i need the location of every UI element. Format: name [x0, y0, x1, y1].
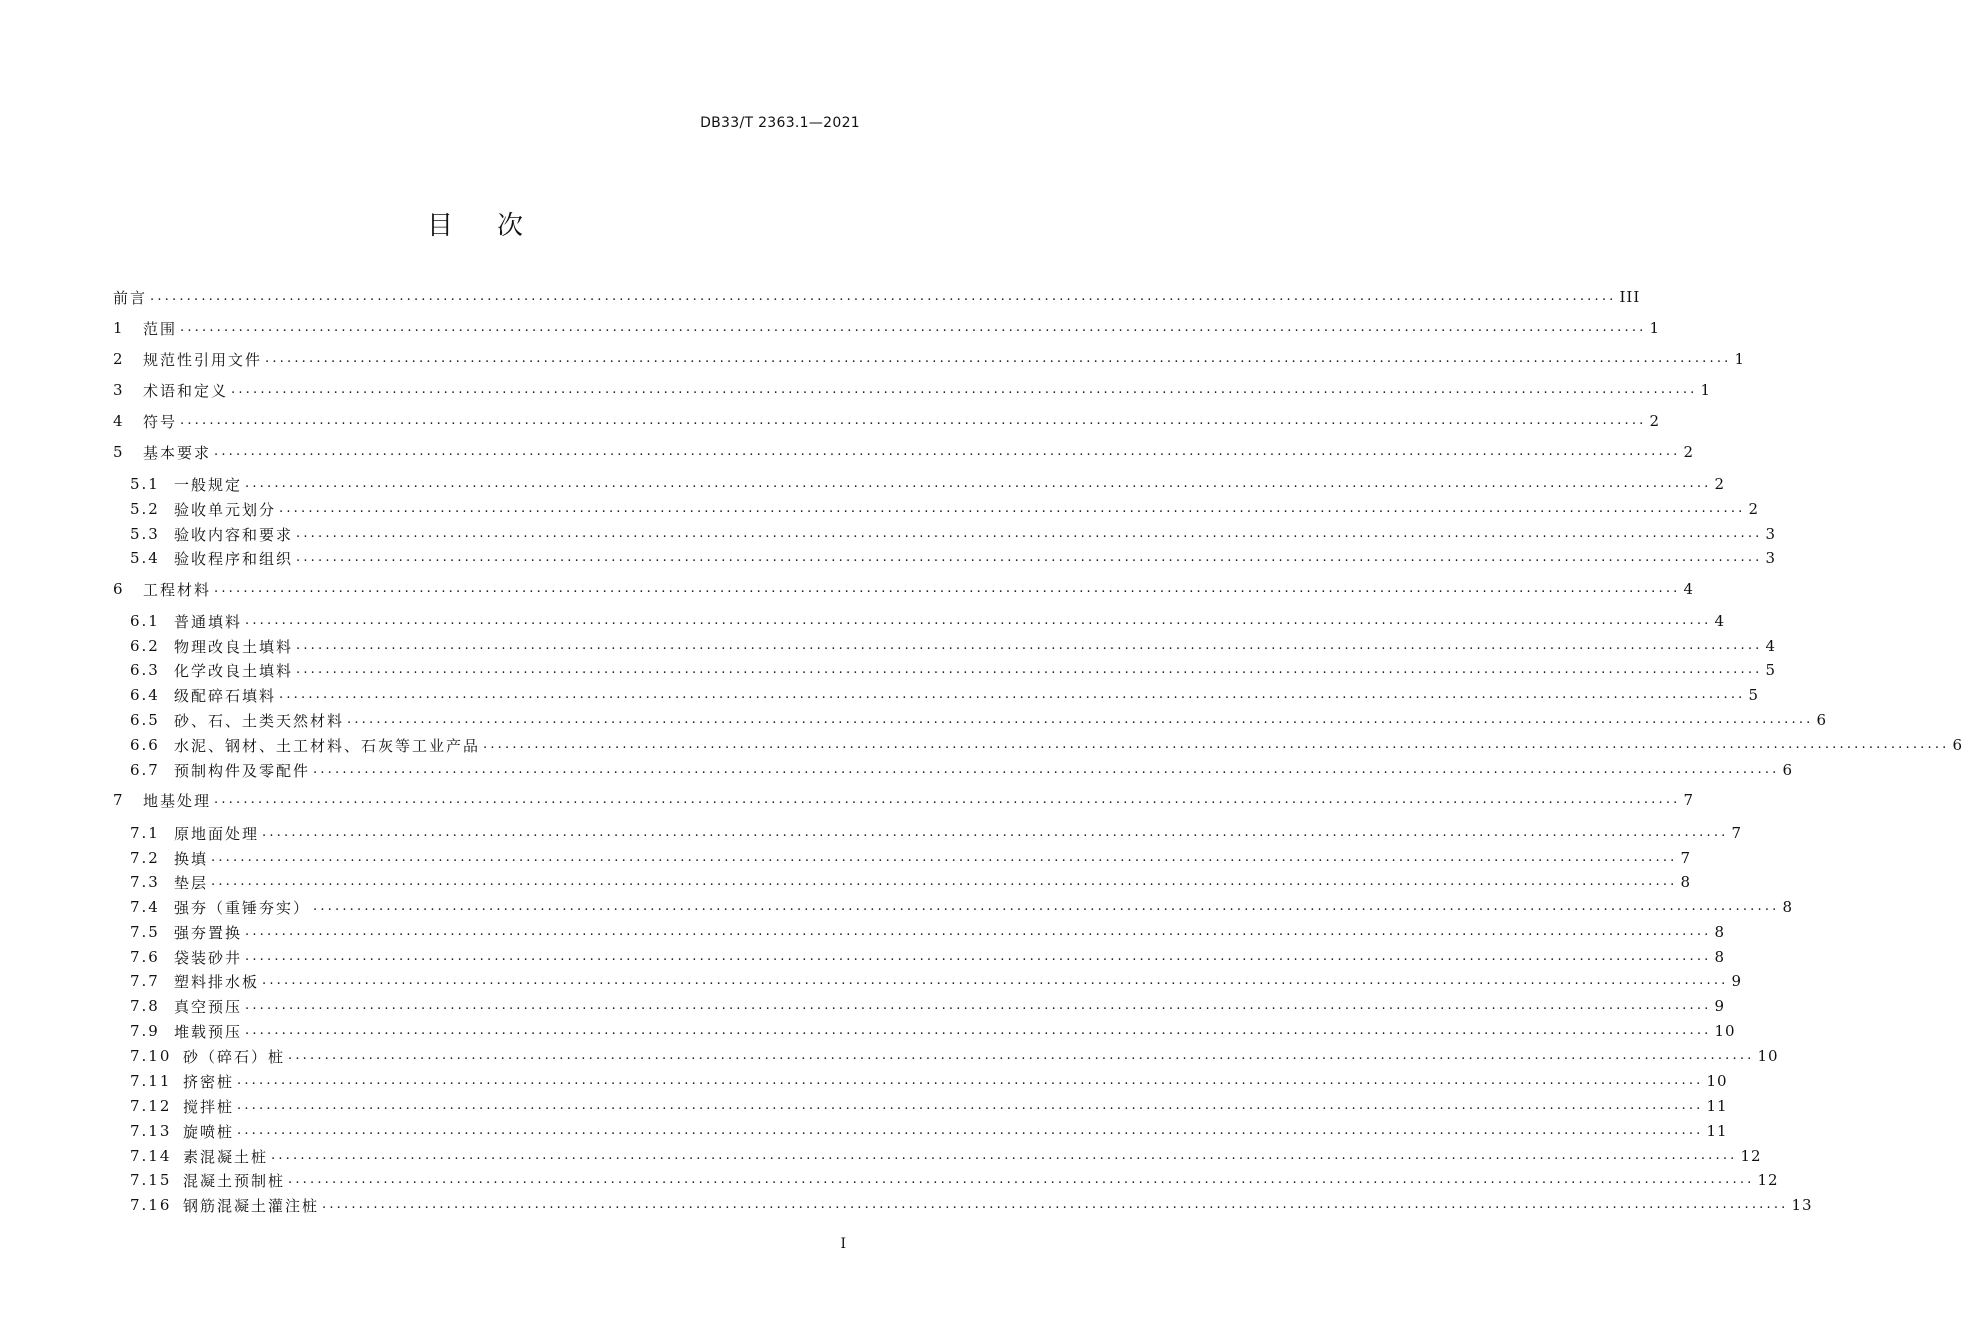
- toc-entry-number: 7.1: [130, 824, 160, 842]
- toc-entry-number: 7: [113, 791, 123, 809]
- toc-leader-dots: ........................................................................................................................................................................................................: [265, 350, 1732, 366]
- toc-entry-label: 术语和定义: [143, 381, 229, 400]
- toc-leader-dots: ........................................................................................................................................................................................................: [245, 1022, 1712, 1038]
- toc-leader-dots: ........................................................................................................................................................................................................: [214, 580, 1681, 596]
- toc-entry-label: 换填: [174, 849, 209, 868]
- toc-entry-label: 堆载预压: [174, 1022, 243, 1041]
- toc-entry-number: 7.2: [130, 849, 160, 867]
- toc-entry[interactable]: [113, 920, 1726, 944]
- toc-entry-page: 8: [1714, 948, 1726, 966]
- toc-entry-label: 袋装砂井: [174, 948, 243, 967]
- page-title: 目次: [426, 211, 567, 241]
- toc-entry-label: 旋喷桩: [183, 1122, 235, 1141]
- toc-entry-label: 混凝土预制桩: [183, 1171, 286, 1190]
- toc-leader-dots: ........................................................................................................................................................................................................: [237, 1097, 1704, 1113]
- toc-entry-page: 8: [1680, 873, 1692, 891]
- toc-entry-label: 素混凝土桩: [183, 1147, 269, 1166]
- toc-entry-label: 搅拌桩: [183, 1097, 235, 1116]
- toc-entry-label: 强夯置换: [174, 923, 243, 942]
- page-folio: I: [840, 1236, 846, 1252]
- toc-leader-dots: ........................................................................................................................................................................................................: [245, 997, 1712, 1013]
- toc-leader-dots: ........................................................................................................................................................................................................: [262, 972, 1729, 988]
- toc-entry-number: 7.12: [130, 1097, 172, 1115]
- toc-leader-dots: ........................................................................................................................................................................................................: [237, 1072, 1704, 1088]
- toc-entry-number: 2: [113, 350, 123, 368]
- toc-entry[interactable]: [113, 1094, 1728, 1118]
- toc-entry[interactable]: [113, 895, 1794, 919]
- toc-leader-dots: ........................................................................................................................................................................................................: [288, 1047, 1755, 1063]
- toc-entry-label: 塑料排水板: [174, 972, 260, 991]
- toc-entry-page: 12: [1740, 1147, 1762, 1165]
- toc-entry-page: 6: [1816, 711, 1828, 729]
- toc-entry[interactable]: [113, 609, 1726, 633]
- toc-entry-page: 13: [1791, 1196, 1813, 1214]
- toc-entry-page: 1: [1700, 381, 1712, 399]
- toc-entry-number: 7.8: [130, 997, 160, 1015]
- toc-entry-number: 3: [113, 381, 123, 399]
- toc-entry-number: 7.3: [130, 873, 160, 891]
- toc-leader-dots: ........................................................................................................................................................................................................: [150, 288, 1617, 304]
- toc-leader-dots: ........................................................................................................................................................................................................: [245, 475, 1712, 491]
- toc-entry-number: 5.2: [130, 500, 160, 518]
- toc-entry[interactable]: [113, 733, 1963, 757]
- toc-entry-page: 5: [1765, 661, 1777, 679]
- toc-leader-dots: ........................................................................................................................................................................................................: [262, 824, 1729, 840]
- toc-entry-label: 验收单元划分: [174, 500, 277, 519]
- toc-entry[interactable]: [113, 409, 1661, 433]
- toc-entry-label: 一般规定: [174, 475, 243, 494]
- toc-leader-dots: ........................................................................................................................................................................................................: [214, 443, 1681, 459]
- toc-entry[interactable]: [113, 821, 1743, 845]
- toc-entry-label: 挤密桩: [183, 1072, 235, 1091]
- toc-entry[interactable]: [113, 1044, 1779, 1068]
- toc-entry-label: 普通填料: [174, 612, 243, 631]
- toc-entry[interactable]: [113, 347, 1746, 371]
- toc-entry-page: 7: [1680, 849, 1692, 867]
- toc-entry-label: 物理改良土填料: [174, 637, 294, 656]
- toc-entry-page: 9: [1731, 972, 1743, 990]
- toc-entry-number: 6.5: [130, 711, 160, 729]
- toc-leader-dots: ........................................................................................................................................................................................................: [214, 791, 1681, 807]
- toc-entry-page: 6: [1782, 761, 1794, 779]
- toc-entry[interactable]: [113, 758, 1794, 782]
- toc-leader-dots: ........................................................................................................................................................................................................: [211, 873, 1678, 889]
- toc-entry-page: 6: [1952, 736, 1963, 754]
- toc-leader-dots: ........................................................................................................................................................................................................: [180, 412, 1647, 428]
- toc-leader-dots: ........................................................................................................................................................................................................: [296, 525, 1763, 541]
- toc-entry-label: 水泥、钢材、土工材料、石灰等工业产品: [174, 736, 481, 755]
- toc-entry-label: 原地面处理: [174, 824, 260, 843]
- toc-entry[interactable]: [113, 522, 1777, 546]
- toc-entry[interactable]: [113, 945, 1726, 969]
- toc-entry-label: 地基处理: [143, 791, 212, 810]
- toc-entry-page: 11: [1706, 1122, 1728, 1140]
- toc-entry-label: 砂（碎石）桩: [183, 1047, 286, 1066]
- toc-entry-page: 2: [1649, 412, 1661, 430]
- toc-entry[interactable]: [113, 285, 1641, 309]
- toc-entry-page: 10: [1757, 1047, 1779, 1065]
- toc-entry-number: 7.4: [130, 898, 160, 916]
- toc-entry[interactable]: [113, 497, 1760, 521]
- toc-entry[interactable]: [113, 1144, 1762, 1168]
- toc-entry-label: 验收程序和组织: [174, 549, 294, 568]
- toc-entry[interactable]: [113, 378, 1712, 402]
- toc-leader-dots: ........................................................................................................................................................................................................: [245, 612, 1712, 628]
- toc-entry-number: 7.6: [130, 948, 160, 966]
- toc-entry-number: 7.10: [130, 1047, 172, 1065]
- toc-leader-dots: ........................................................................................................................................................................................................: [322, 1196, 1789, 1212]
- toc-entry-label: 化学改良土填料: [174, 661, 294, 680]
- toc-entry-number: 6.4: [130, 686, 160, 704]
- toc-leader-dots: ........................................................................................................................................................................................................: [296, 637, 1763, 653]
- toc-entry-number: 6: [113, 580, 123, 598]
- toc-leader-dots: ........................................................................................................................................................................................................: [347, 711, 1814, 727]
- toc-entry-label: 规范性引用文件: [143, 350, 263, 369]
- toc-entry-label: 工程材料: [143, 580, 212, 599]
- toc-entry-label: 砂、石、土类天然材料: [174, 711, 345, 730]
- toc-entry[interactable]: [113, 969, 1743, 993]
- toc-leader-dots: ........................................................................................................................................................................................................: [211, 849, 1678, 865]
- toc-leader-dots: ........................................................................................................................................................................................................: [271, 1147, 1738, 1163]
- toc-leader-dots: ........................................................................................................................................................................................................: [296, 661, 1763, 677]
- toc-entry-number: 7.15: [130, 1171, 172, 1189]
- toc-entry-page: 12: [1757, 1171, 1779, 1189]
- toc-leader-dots: ........................................................................................................................................................................................................: [483, 736, 1950, 752]
- toc-entry-page: 2: [1748, 500, 1760, 518]
- toc-entry-label: 真空预压: [174, 997, 243, 1016]
- toc-entry[interactable]: [113, 1069, 1728, 1093]
- document-code: DB33/T 2363.1—2021: [700, 115, 860, 131]
- toc-entry-number: 5.4: [130, 549, 160, 567]
- toc-entry-number: 6.6: [130, 736, 160, 754]
- toc-entry[interactable]: [113, 788, 1695, 812]
- toc-entry-page: 11: [1706, 1097, 1728, 1115]
- toc-entry-page: 9: [1714, 997, 1726, 1015]
- toc-entry-label: 钢筋混凝土灌注桩: [183, 1196, 320, 1215]
- toc-leader-dots: ........................................................................................................................................................................................................: [296, 549, 1763, 565]
- toc-entry-label: 范围: [143, 319, 178, 338]
- toc-entry[interactable]: [113, 1193, 1813, 1217]
- toc-entry-page: 3: [1765, 525, 1777, 543]
- toc-entry-number: 7.7: [130, 972, 160, 990]
- toc-leader-dots: ........................................................................................................................................................................................................: [237, 1122, 1704, 1138]
- toc-entry-label: 级配碎石填料: [174, 686, 277, 705]
- toc-entry-page: 10: [1714, 1022, 1736, 1040]
- toc-entry[interactable]: [113, 708, 1828, 732]
- toc-entry[interactable]: [113, 1168, 1779, 1192]
- toc-entry-number: 7.13: [130, 1122, 172, 1140]
- toc-entry[interactable]: [113, 658, 1777, 682]
- toc-entry-number: 4: [113, 412, 123, 430]
- toc-leader-dots: ........................................................................................................................................................................................................: [313, 761, 1780, 777]
- toc-leader-dots: ........................................................................................................................................................................................................: [279, 686, 1746, 702]
- toc-entry-number: 5.1: [130, 475, 160, 493]
- toc-entry[interactable]: [113, 316, 1661, 340]
- toc-entry-page: 4: [1765, 637, 1777, 655]
- toc-entry-page: 10: [1706, 1072, 1728, 1090]
- toc-entry-label: 垫层: [174, 873, 209, 892]
- toc-entry-page: 7: [1683, 791, 1695, 809]
- toc-entry-page: 8: [1714, 923, 1726, 941]
- toc-entry-label: 基本要求: [143, 443, 212, 462]
- toc-leader-dots: ........................................................................................................................................................................................................: [231, 381, 1698, 397]
- toc-entry-page: 2: [1714, 475, 1726, 493]
- toc-entry-number: 7.9: [130, 1022, 160, 1040]
- toc-entry[interactable]: [113, 870, 1692, 894]
- toc-entry-page: 3: [1765, 549, 1777, 567]
- toc-entry-number: 6.7: [130, 761, 160, 779]
- toc-entry-number: 7.5: [130, 923, 160, 941]
- toc-entry-page: III: [1619, 288, 1641, 306]
- toc-entry-label: 预制构件及零配件: [174, 761, 311, 780]
- toc-entry-page: 4: [1714, 612, 1726, 630]
- toc-entry-label: 前言: [113, 288, 148, 307]
- toc-entry[interactable]: [113, 577, 1695, 601]
- toc-entry-page: 1: [1734, 350, 1746, 368]
- toc-entry-label: 符号: [143, 412, 178, 431]
- toc-leader-dots: ........................................................................................................................................................................................................: [180, 319, 1647, 335]
- toc-entry-label: 强夯（重锤夯实）: [174, 898, 311, 917]
- toc-entry-number: 5: [113, 443, 123, 461]
- toc-entry[interactable]: [113, 1119, 1728, 1143]
- toc-leader-dots: ........................................................................................................................................................................................................: [313, 898, 1780, 914]
- toc-entry-page: 8: [1782, 898, 1794, 916]
- toc-entry-number: 5.3: [130, 525, 160, 543]
- toc-entry[interactable]: [113, 546, 1777, 570]
- toc-leader-dots: ........................................................................................................................................................................................................: [279, 500, 1746, 516]
- toc-entry[interactable]: [113, 634, 1777, 658]
- toc-entry-number: 6.2: [130, 637, 160, 655]
- toc-entry[interactable]: [113, 846, 1692, 870]
- toc-entry-page: 4: [1683, 580, 1695, 598]
- toc-entry-number: 6.1: [130, 612, 160, 630]
- toc-entry[interactable]: [113, 440, 1695, 464]
- toc-entry-label: 验收内容和要求: [174, 525, 294, 544]
- toc-entry-page: 1: [1649, 319, 1661, 337]
- toc-entry-number: 1: [113, 319, 123, 337]
- toc-entry[interactable]: [113, 472, 1726, 496]
- toc-leader-dots: ........................................................................................................................................................................................................: [288, 1171, 1755, 1187]
- toc-entry-page: 2: [1683, 443, 1695, 461]
- toc-leader-dots: ........................................................................................................................................................................................................: [245, 948, 1712, 964]
- toc-leader-dots: ........................................................................................................................................................................................................: [245, 923, 1712, 939]
- toc-entry-number: 7.11: [130, 1072, 172, 1090]
- toc-entry[interactable]: [113, 1019, 1736, 1043]
- toc-entry[interactable]: [113, 994, 1726, 1018]
- toc-entry-number: 7.14: [130, 1147, 172, 1165]
- toc-entry-number: 7.16: [130, 1196, 172, 1214]
- toc-entry-number: 6.3: [130, 661, 160, 679]
- toc-entry-page: 5: [1748, 686, 1760, 704]
- toc-entry-page: 7: [1731, 824, 1743, 842]
- toc-entry[interactable]: [113, 683, 1760, 707]
